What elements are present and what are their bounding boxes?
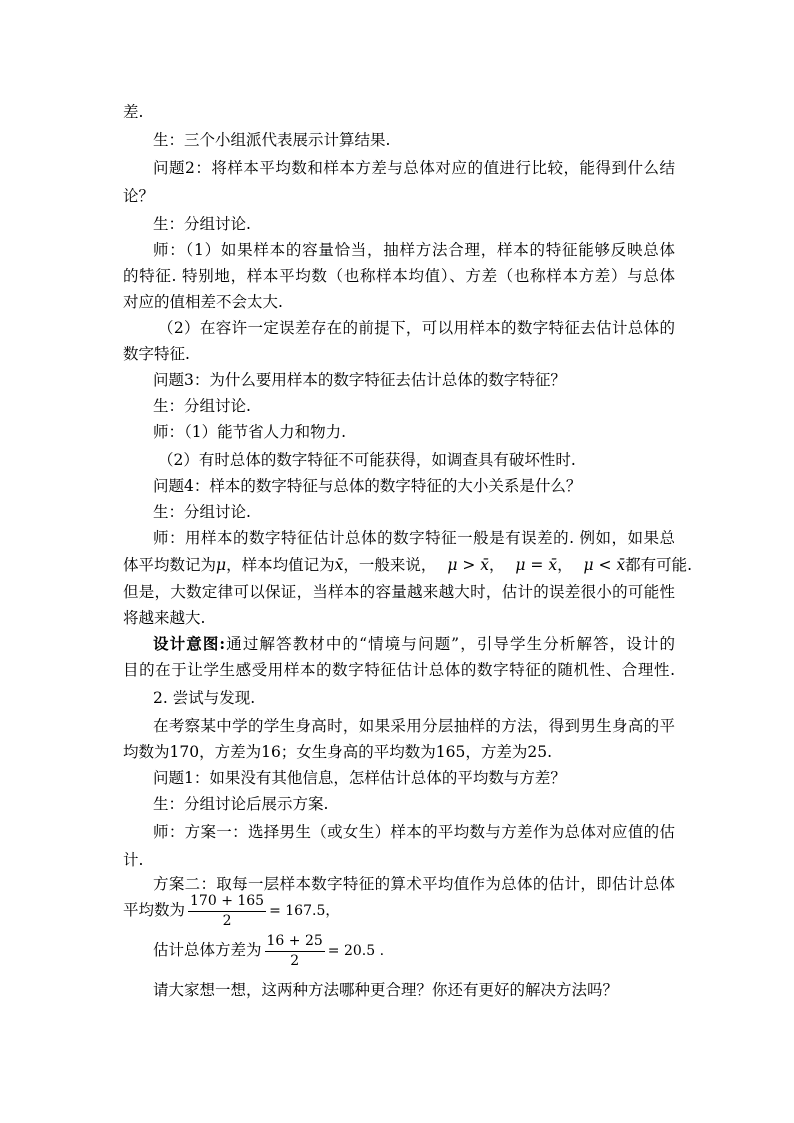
text-segment: 平均数为 — [123, 901, 186, 919]
design-intent-line — [153, 634, 675, 654]
text-line: 生：分组讨论. — [153, 215, 251, 233]
text-line: 在考察某中学的学生身高时，如果采用分层抽样的方法，得到男生身高的平 — [153, 717, 675, 735]
formula-line — [153, 931, 675, 970]
text-line: 师：用样本的数字特征估计总体的数字特征一般是有误差的. 例如，如果总 — [153, 529, 675, 547]
text-line: 但是，大数定律可以保证，当样本的容量越来越大时，估计的误差很小的可能性 — [123, 583, 675, 601]
formula-line — [123, 891, 675, 930]
text-line-with-math: 体平均数记为μ，样本均值记为x̄，一般来说， μ > x̄， μ = x̄， μ < x̄都有可能. — [123, 556, 693, 574]
text-line: 生：三个小组派代表展示计算结果. — [153, 131, 391, 149]
text-line: 论？ — [123, 187, 155, 205]
text-line: 问题4：样本的数字特征与总体的数字特征的大小关系是什么？ — [153, 477, 582, 495]
text-segment: 估计总体方差为 — [153, 941, 262, 959]
fraction-numerator: 16 + 25 — [265, 933, 325, 952]
text-line: 差. — [123, 103, 144, 121]
text-line: 问题2：将样本平均数和样本方差与总体对应的值进行比较，能得到什么结 — [153, 159, 675, 177]
text-line: 师：（1）如果样本的容量恰当，抽样方法合理，样本的特征能够反映总体 — [153, 241, 675, 259]
fraction — [188, 893, 266, 930]
text-line: 请大家想一想，这两种方法哪种更合理？你还有更好的解决方法吗？ — [153, 981, 619, 999]
text-line: 生：分组讨论后展示方案. — [153, 795, 329, 813]
section-heading: 2. 尝试与发现. — [153, 689, 256, 707]
text-line: 目的在于让学生感受用样本的数字特征估计总体的数字特征的随机性、合理性. — [123, 661, 675, 679]
text-line: （2）在容许一定误差存在的前提下，可以用样本的数字特征去估计总体的 — [158, 319, 675, 337]
text-line: 数字特征. — [123, 345, 190, 363]
fraction-denominator: 2 — [290, 952, 300, 969]
math-relation: μ < x̄ — [583, 556, 626, 574]
text-segment: ，样本均值记为 — [226, 556, 335, 574]
text-line: 对应的值相差不会太大. — [123, 293, 283, 311]
text-segment: ，一般来说， — [343, 556, 437, 574]
math-mu: μ — [216, 556, 227, 574]
text-line: 师：方案一：选择男生（或女生）样本的平均数与方差作为总体对应值的估 — [153, 823, 675, 841]
text-line: 均数为170，方差为16；女生身高的平均数为165，方差为25. — [123, 743, 553, 761]
text-line: 生：分组讨论. — [153, 503, 251, 521]
text-line: 问题3：为什么要用样本的数字特征去估计总体的数字特征？ — [153, 371, 566, 389]
design-intent-label: 设计意图: — [153, 634, 226, 653]
text-segment: 都有可能. — [625, 556, 693, 574]
math-relation: μ = x̄ — [515, 556, 558, 574]
fraction-denominator: 2 — [222, 912, 232, 929]
text-line: 计. — [123, 851, 144, 869]
text-line: 的特征. 特别地，样本平均数（也称样本均值）、方差（也称样本方差）与总体 — [123, 267, 675, 285]
text-line: 师：（1）能节省人力和物力. — [153, 423, 347, 441]
text-line: 方案二：取每一层样本数字特征的算术平均值作为总体的估计，即估计总体 — [153, 875, 675, 893]
math-relation: μ > x̄ — [447, 556, 489, 574]
text-line: 问题1：如果没有其他信息，怎样估计总体的平均数与方差？ — [153, 769, 566, 787]
formula-result: = 167.5， — [269, 903, 340, 919]
text-segment: 通过解答教材中的“情境与问题”，引导学生分析解答，设计的 — [225, 635, 675, 653]
text-line: 生：分组讨论. — [153, 397, 251, 415]
text-segment: 体平均数记为 — [123, 556, 217, 574]
fraction-numerator: 170 + 165 — [188, 893, 266, 912]
formula-result: = 20.5 . — [327, 943, 385, 959]
text-line: 将越来越大. — [123, 609, 206, 627]
text-line: （2）有时总体的数字特征不可能获得，如调查具有破坏性时. — [158, 451, 576, 469]
math-xbar: x̄ — [334, 556, 344, 574]
fraction — [265, 933, 325, 970]
